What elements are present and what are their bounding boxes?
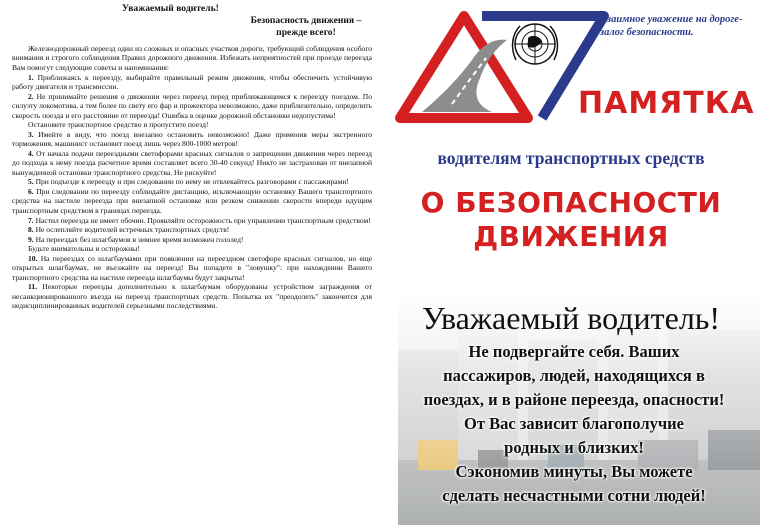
message-line: поездах, и в районе переезда, опасности! (423, 390, 725, 409)
advice-item (12, 149, 372, 178)
be-careful-line: Будьте внимательны и осторожны! (28, 244, 140, 254)
greeting-heading: Уважаемый водитель! (122, 3, 219, 14)
advice-text: На переездах без шлагбаумов в зимнее время возможен гололед! (35, 234, 244, 244)
safety-title (382, 186, 760, 254)
left-headings (12, 2, 372, 40)
safety-first-line-1: Безопасность движения – (250, 15, 362, 26)
advice-number: 3. (28, 129, 34, 139)
advice-number: 9. (28, 234, 34, 244)
advice-text: Не принимайте решения о движении через переезд перед приближающимся к переезду поездом. По силуэту локомотива, а тем более по свету его фар и прожектора невозможно, даже приблизительно, определить скорость поезда и его расстояние от переезда! Ошибка в оценке дорожной обстановки недопустима! (12, 91, 372, 120)
advice-item (12, 73, 372, 92)
advice-item (12, 187, 372, 216)
drivers-subtitle: водителям транспортных средств (437, 148, 705, 168)
advice-item (12, 254, 372, 283)
advice-number: 1. (28, 72, 34, 82)
advice-item (12, 235, 372, 245)
safety-title-line-1: О БЕЗОПАСНОСТИ (420, 186, 722, 219)
dear-driver-heading: Уважаемый водитель! (421, 300, 721, 336)
safety-title-line-2: ДВИЖЕНИЯ (473, 220, 669, 253)
advice-number: 2. (28, 91, 34, 101)
road-icon (422, 40, 507, 112)
advice-item (12, 92, 372, 121)
message-line: Сэкономив минуты, Вы можете (455, 462, 693, 481)
advice-number: 6. (28, 186, 34, 196)
intro-paragraph: Железнодорожный переезд один из сложных и опасных участков дороги, требующий соблюдения особого внимания и строгого соблюдения Правил дорожного движения. Избежать неприятностей при проезде переезда Вам помогут следующие советы и напоминания: (12, 43, 372, 72)
advice-number: 11. (28, 282, 38, 292)
advice-text: При подъезде к переезду и при следовании по нему не отвлекайтесь разговорами с пассажирами! (35, 177, 349, 187)
slogan-line-2: залог безопасности. (600, 26, 694, 38)
advice-item (12, 216, 372, 226)
message-line: Не подвергайте себя. Ваших (468, 342, 680, 361)
advice-text: Некоторые переезды дополнительно к шлагбаумам оборудованы устройством заграждения от несанкционированного въезда на переезд транспортных средств. Попытка их "преодолеть" закончится для недисциплинированных водителей серьезными последствиями. (12, 282, 372, 311)
advice-text: Приближаясь к переезду, выбирайте правильный режим движения, чтобы обеспечить устойчивую работу двигателя и трансмиссии. (12, 72, 372, 92)
message-line: пассажиров, людей, находящихся в (443, 366, 705, 385)
advice-text: На переездах со шлагбаумами при появлении на переездном светофоре красных сигналов, но еще открытых шлагбаумах, не въезжайте на переезд! Вы попадете в "ловушку": при нахождении Вашего транспортного средства на настиле переезда шлагбаумы будут закрыты! (12, 253, 373, 282)
advice-number: 10. (28, 253, 38, 263)
advice-item (12, 177, 372, 187)
advice-item (12, 225, 372, 235)
advice-number: 5. (28, 177, 34, 187)
advice-text: При следовании по переезду соблюдайте дистанцию, исключающую остановку Вашего транспортного средства на настиле переезда при внезапной остановке или резком снижении скорости впереди идущим транспортным средством в границах переезда. (12, 186, 373, 215)
advice-text: От начала подачи переездными светофорами красных сигналов о запрещении движения через переезд до подхода к нему поезда расчетное время составляет всего 30-40 секунд! Никто не застрахован от внезапной вынужденной остановки транспортного средства. Не рискуйте! (12, 148, 372, 177)
safety-first-heading (240, 15, 372, 40)
safety-first-line-2: прежде всего! (276, 27, 336, 39)
message-line: родных и близких! (504, 438, 644, 457)
advice-item (12, 282, 372, 311)
advice-text: Настил переезда не имеет обочин. Проявляйте осторожность при управлении транспортным средством! (35, 215, 371, 225)
warning-message (392, 340, 756, 508)
slogan-line-1: Взаимное уважение на дороге- (600, 14, 743, 25)
advice-text: Имейте в виду, что поезд внезапно остановить невозможно! Даже применив меры экстренного торможения, машинист остановит поезд лишь через 800-1000 метров! (12, 129, 372, 149)
advice-item (12, 130, 372, 149)
stop-line: Остановите транспортное средство и пропустите поезд! (28, 120, 209, 130)
un-globe-icon (513, 24, 558, 64)
advice-number: 7. (28, 215, 34, 225)
advice-text: Не ослепляйте водителей встречных транспортных средств! (35, 225, 230, 235)
message-line: От Вас зависит благополучие (464, 414, 684, 433)
advice-number: 4. (28, 148, 34, 158)
cover-column (382, 0, 760, 525)
pamyatka-title: ПАМЯТКА (578, 86, 755, 121)
advice-number: 8. (28, 225, 34, 235)
message-line: сделать несчастными сотни людей! (442, 486, 706, 505)
slogan (600, 14, 760, 39)
